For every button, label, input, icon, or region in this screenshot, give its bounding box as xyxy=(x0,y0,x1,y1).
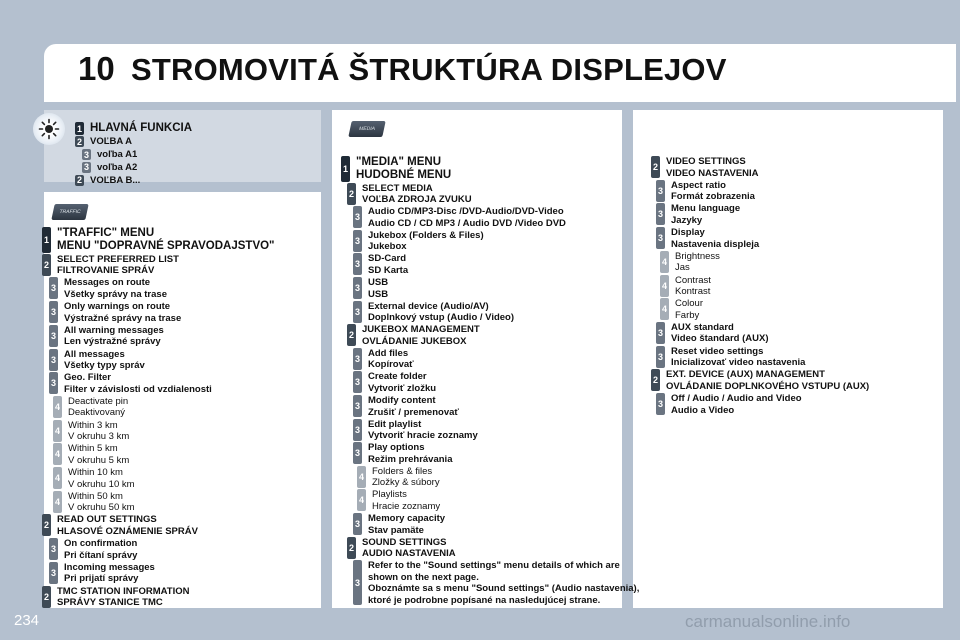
menu-item-line: Len výstražné správy xyxy=(64,336,161,348)
menu-item-line: OVLÁDANIE JUKEBOX xyxy=(362,335,467,347)
menu-item-line: Vytvoriť zložku xyxy=(368,382,437,394)
menu-item-line: Display xyxy=(671,227,705,239)
menu-item-line: HLASOVÉ OZNÁMENIE SPRÁV xyxy=(57,525,198,537)
menu-item-line: Off / Audio / Audio and Video xyxy=(671,393,802,404)
menu-item-line: SELECT MEDIA xyxy=(362,182,433,194)
level-badge: 4 xyxy=(53,396,62,418)
level-badge: 3 xyxy=(656,346,665,368)
menu-item-text xyxy=(57,254,179,277)
menu-item-level-3 xyxy=(353,442,452,465)
level-badge: 3 xyxy=(83,149,89,160)
menu-item-line: V okruhu 3 km xyxy=(68,431,130,443)
menu-item-line: Jas xyxy=(675,262,690,274)
level-badge: 3 xyxy=(49,277,58,299)
menu-item-line: Incoming messages xyxy=(64,561,155,573)
menu-item-line: USB xyxy=(368,277,389,288)
menu-item-level-1 xyxy=(42,227,275,253)
menu-item-level-3 xyxy=(353,301,514,324)
level-badge: 3 xyxy=(656,227,665,249)
menu-item-line: FILTROVANIE SPRÁV xyxy=(57,265,155,277)
menu-item-level-1 xyxy=(341,156,451,182)
menu-item-text xyxy=(368,277,388,300)
menu-item-text xyxy=(671,322,768,345)
menu-item-text xyxy=(57,586,189,609)
menu-item-line: OVLÁDANIE DOPLNKOVÉHO VSTUPU (AUX) xyxy=(666,380,870,392)
menu-item-level-3 xyxy=(656,180,755,203)
menu-item-line: shown on the next page. xyxy=(368,571,479,583)
menu-item-line: Režim prehrávania xyxy=(368,453,453,465)
menu-item-line: Deactivate pin xyxy=(68,395,129,407)
level-badge: 4 xyxy=(53,420,62,442)
menu-item-level-4 xyxy=(53,396,128,419)
menu-item-line: AUDIO NASTAVENIA xyxy=(362,548,456,560)
menu-item-line: Zrušiť / premenovať xyxy=(368,406,459,418)
level-badge: 3 xyxy=(49,562,58,584)
menu-item-level-4 xyxy=(357,466,440,489)
menu-item-level-3 xyxy=(353,371,436,394)
menu-item-line: Add files xyxy=(368,347,409,359)
menu-item-text xyxy=(368,301,514,324)
menu-item-level-3 xyxy=(656,322,768,345)
menu-item-line: EXT. DEVICE (AUX) MANAGEMENT xyxy=(666,369,825,381)
level-badge: 3 xyxy=(353,230,362,252)
menu-item-level-3 xyxy=(353,395,459,418)
menu-item-line: Play options xyxy=(368,442,425,454)
menu-item-line: Only warnings on route xyxy=(64,301,171,313)
menu-item-line: Nastavenia displeja xyxy=(671,238,760,250)
menu-item-line: Oboznámte sa s menu "Sound settings" (Audio nastavenia), xyxy=(368,583,640,595)
menu-item-text xyxy=(64,349,145,372)
level-badge: 2 xyxy=(651,156,660,178)
level-badge: 3 xyxy=(353,301,362,323)
menu-item-text xyxy=(356,156,451,182)
menu-item-line: VIDEO SETTINGS xyxy=(666,156,746,167)
menu-item-line: Hracie zoznamy xyxy=(372,500,441,512)
menu-item-text xyxy=(362,324,480,347)
menu-item-level-4 xyxy=(357,489,440,512)
menu-item-line: All messages xyxy=(64,348,125,360)
menu-item-text xyxy=(368,348,414,371)
media-button[interactable]: MEDIA xyxy=(348,121,385,137)
level-badge: 2 xyxy=(76,136,82,147)
menu-item-line: VIDEO NASTAVENIA xyxy=(666,167,759,179)
menu-item-text xyxy=(368,513,445,536)
menu-item-text xyxy=(68,443,129,466)
menu-item-text xyxy=(372,489,440,512)
menu-item-line: Jazyky xyxy=(671,214,703,226)
menu-item-text xyxy=(671,346,805,369)
menu-item-line: Messages on route xyxy=(64,277,151,289)
menu-item-level-3 xyxy=(656,227,759,250)
menu-item-text xyxy=(64,372,212,395)
menu-item-line: Within 3 km xyxy=(68,419,118,431)
level-badge: 3 xyxy=(353,206,362,228)
menu-item-text xyxy=(57,514,198,537)
menu-item-text xyxy=(57,227,275,253)
menu-item-level-4 xyxy=(660,275,711,298)
menu-item-line: External device (Audio/AV) xyxy=(368,300,489,312)
menu-item-line: Refer to the "Sound settings" menu details of which are xyxy=(368,560,620,572)
level-badge: 3 xyxy=(49,301,58,323)
menu-item-line: Within 50 km xyxy=(68,490,123,502)
menu-item-text xyxy=(671,203,740,226)
menu-item-line: Reset video settings xyxy=(671,345,764,357)
menu-item-level-4 xyxy=(660,298,703,321)
menu-item-text xyxy=(368,206,566,229)
menu-item-level-4 xyxy=(53,467,135,490)
menu-item-line: Formát zobrazenia xyxy=(671,191,755,203)
menu-item-line: "MEDIA" MENU xyxy=(356,156,442,168)
menu-item-text xyxy=(64,277,167,300)
menu-item-line: On confirmation xyxy=(64,538,138,550)
level-badge: 3 xyxy=(353,442,362,464)
level-badge: 2 xyxy=(651,369,660,391)
menu-item-text xyxy=(368,371,436,394)
menu-item-line: SD Karta xyxy=(368,264,409,276)
menu-item-level-3 xyxy=(353,277,388,300)
menu-item-level-4 xyxy=(53,491,135,514)
menu-item-text xyxy=(675,251,720,274)
level-badge: 4 xyxy=(660,298,669,320)
level-badge: 2 xyxy=(347,537,356,559)
menu-item-line: Pri čítaní správy xyxy=(64,549,138,561)
menu-item-line: Within 5 km xyxy=(68,443,118,455)
menu-item-line: Playlists xyxy=(372,489,407,501)
menu-item-line: Inicializovať video nastavenia xyxy=(671,357,806,369)
menu-item-line: ktoré je podrobne popísané na nasledujúcej strane. xyxy=(368,594,601,606)
menu-item-level-1 xyxy=(75,122,192,135)
menu-item-line: Jukebox xyxy=(368,241,407,253)
menu-item-line: Vytvoriť hracie zoznamy xyxy=(368,430,478,442)
level-badge: 3 xyxy=(49,325,58,347)
menu-item-level-2 xyxy=(75,136,132,148)
menu-item-line: Všetky typy správ xyxy=(64,360,145,371)
menu-item-level-3 xyxy=(353,253,408,276)
menu-item-text xyxy=(671,180,755,203)
menu-item-level-3 xyxy=(353,560,639,606)
menu-item-text xyxy=(368,395,459,418)
menu-item-line: Audio CD / CD MP3 / Audio DVD /Video DVD xyxy=(368,217,566,229)
menu-item-level-3 xyxy=(49,562,155,585)
menu-item-line: AUX standard xyxy=(671,321,734,333)
menu-item-text xyxy=(97,149,137,161)
menu-item-text xyxy=(368,230,484,253)
menu-item-line: SELECT PREFERRED LIST xyxy=(57,253,179,265)
menu-item-text xyxy=(90,175,140,187)
menu-item-line: Aspect ratio xyxy=(671,179,726,191)
menu-item-line: Audio CD/MP3-Disc /DVD-Audio/DVD-Video xyxy=(368,206,564,218)
menu-item-line: Stav pamäte xyxy=(368,524,424,536)
menu-item-text xyxy=(64,325,164,348)
menu-item-line: READ OUT SETTINGS xyxy=(57,514,157,526)
level-badge: 3 xyxy=(656,180,665,202)
sun-icon xyxy=(33,113,65,145)
menu-item-level-2 xyxy=(75,175,140,187)
menu-item-line: VOĽBA B... xyxy=(90,174,141,186)
menu-item-text xyxy=(368,442,452,465)
menu-item-line: VOĽBA A xyxy=(90,136,133,148)
level-badge: 3 xyxy=(656,203,665,225)
menu-item-level-3 xyxy=(353,206,566,229)
menu-item-level-3 xyxy=(49,372,212,395)
menu-item-level-2 xyxy=(42,254,179,277)
menu-item-text xyxy=(68,396,128,419)
page-number: 234 xyxy=(14,612,40,629)
menu-item-text xyxy=(90,136,132,148)
menu-item-line: Contrast xyxy=(675,274,711,286)
menu-item-line: voľba A2 xyxy=(97,161,138,173)
level-badge: 3 xyxy=(49,538,58,560)
level-badge: 4 xyxy=(357,466,366,488)
menu-item-level-2 xyxy=(651,156,759,179)
menu-item-level-2 xyxy=(42,586,189,609)
menu-item-text xyxy=(90,122,192,135)
menu-item-line: Modify content xyxy=(368,395,436,406)
menu-item-level-2 xyxy=(347,183,472,206)
menu-item-level-3 xyxy=(353,419,478,442)
menu-item-text xyxy=(68,491,135,514)
menu-item-level-2 xyxy=(347,324,480,347)
menu-item-line: V okruhu 10 km xyxy=(68,478,135,490)
menu-item-text xyxy=(368,560,639,606)
menu-item-line: Jukebox (Folders & Files) xyxy=(368,229,484,241)
menu-item-text xyxy=(675,275,711,298)
level-badge: 3 xyxy=(353,395,362,417)
menu-item-line: SOUND SETTINGS xyxy=(362,536,447,548)
menu-item-text xyxy=(68,467,135,490)
menu-item-level-3 xyxy=(353,230,484,253)
level-badge: 2 xyxy=(347,324,356,346)
page-title: STROMOVITÁ ŠTRUKTÚRA DISPLEJOV xyxy=(131,52,727,87)
menu-item-line: SD-Card xyxy=(368,253,407,265)
level-badge: 4 xyxy=(660,251,669,273)
level-badge: 3 xyxy=(353,348,362,370)
level-badge: 3 xyxy=(353,371,362,393)
menu-item-line: TMC STATION INFORMATION xyxy=(57,585,190,597)
menu-item-line: Audio a Video xyxy=(671,404,735,416)
menu-item-level-3 xyxy=(82,149,137,161)
menu-item-line: All warning messages xyxy=(64,324,164,336)
menu-item-level-3 xyxy=(49,325,164,348)
level-badge: 4 xyxy=(357,489,366,511)
level-badge: 3 xyxy=(353,419,362,441)
menu-item-level-3 xyxy=(49,277,167,300)
menu-item-level-2 xyxy=(347,537,456,560)
level-badge: 3 xyxy=(353,253,362,275)
menu-item-text xyxy=(68,420,129,443)
menu-item-level-4 xyxy=(53,420,129,443)
level-badge: 4 xyxy=(660,275,669,297)
menu-item-line: Folders & files xyxy=(372,465,433,477)
menu-item-line: Brightness xyxy=(675,250,720,262)
level-badge: 2 xyxy=(42,254,51,276)
menu-item-text xyxy=(97,162,137,174)
menu-item-level-3 xyxy=(656,203,740,226)
menu-item-level-2 xyxy=(42,514,198,537)
menu-item-line: Všetky správy na trase xyxy=(64,288,167,300)
level-badge: 2 xyxy=(42,586,51,608)
level-badge: 1 xyxy=(42,227,51,253)
menu-item-level-4 xyxy=(660,251,720,274)
menu-item-text xyxy=(368,253,408,276)
menu-item-line: Doplnkový vstup (Audio / Video) xyxy=(368,312,515,324)
menu-item-line: Geo. Filter xyxy=(64,372,111,384)
menu-item-line: Within 10 km xyxy=(68,467,123,478)
menu-item-line: V okruhu 5 km xyxy=(68,454,130,466)
menu-item-line: Farby xyxy=(675,309,700,321)
menu-item-text xyxy=(362,183,472,206)
menu-item-text xyxy=(368,419,478,442)
menu-item-line: V okruhu 50 km xyxy=(68,502,135,514)
level-badge: 4 xyxy=(53,491,62,513)
menu-item-level-3 xyxy=(49,349,145,372)
menu-item-line: Deaktivovaný xyxy=(68,407,126,419)
menu-item-line: Video štandard (AUX) xyxy=(671,333,769,345)
chapter-number: 10 xyxy=(78,50,115,87)
menu-item-line: SPRÁVY STANICE TMC xyxy=(57,597,163,608)
level-badge: 2 xyxy=(76,175,82,186)
level-badge: 3 xyxy=(49,372,58,394)
menu-item-text xyxy=(675,298,703,321)
menu-item-level-3 xyxy=(82,162,137,174)
menu-item-level-3 xyxy=(656,346,805,369)
menu-item-line: Kontrast xyxy=(675,286,711,297)
menu-item-level-3 xyxy=(49,301,181,324)
menu-item-line: MENU "DOPRAVNÉ SPRAVODAJSTVO" xyxy=(57,240,275,252)
menu-item-line: Menu language xyxy=(671,203,741,215)
level-badge: 3 xyxy=(353,560,362,605)
menu-item-text xyxy=(666,369,869,392)
menu-item-level-3 xyxy=(353,348,414,371)
menu-item-line: Edit playlist xyxy=(368,418,422,430)
menu-item-text xyxy=(671,227,759,250)
menu-item-line: USB xyxy=(368,288,389,300)
level-badge: 3 xyxy=(353,513,362,535)
menu-item-level-3 xyxy=(353,513,445,536)
level-badge: 3 xyxy=(83,162,89,173)
level-badge: 3 xyxy=(656,393,665,415)
menu-item-line: JUKEBOX MANAGEMENT xyxy=(362,324,480,336)
menu-item-line: Memory capacity xyxy=(368,513,446,524)
menu-item-line: Pri prijatí správy xyxy=(64,573,139,585)
menu-item-line: voľba A1 xyxy=(97,149,138,161)
menu-item-level-2 xyxy=(651,369,869,392)
menu-item-line: Create folder xyxy=(368,371,427,383)
menu-item-text xyxy=(64,562,155,585)
level-badge: 1 xyxy=(341,156,350,182)
menu-item-line: Colour xyxy=(675,298,703,310)
menu-item-text xyxy=(666,156,759,179)
menu-item-text xyxy=(372,466,440,489)
menu-item-line: Výstražné správy na trase xyxy=(64,312,182,324)
level-badge: 3 xyxy=(353,277,362,299)
menu-item-text xyxy=(64,538,137,561)
menu-item-line: "TRAFFIC" MENU xyxy=(57,227,155,239)
menu-item-level-4 xyxy=(53,443,129,466)
menu-item-line: Kopírovať xyxy=(368,359,414,371)
menu-item-text xyxy=(64,301,181,324)
menu-item-line: HUDOBNÉ MENU xyxy=(356,169,452,181)
menu-item-text xyxy=(362,537,456,560)
menu-item-level-3 xyxy=(656,393,802,416)
level-badge: 1 xyxy=(76,123,82,134)
level-badge: 2 xyxy=(347,183,356,205)
menu-item-line: Filter v závislosti od vzdialenosti xyxy=(64,383,212,395)
menu-item-text xyxy=(671,393,802,416)
menu-item-level-3 xyxy=(49,538,137,561)
menu-item-line: Zložky & súbory xyxy=(372,477,440,489)
menu-item-line: HLAVNÁ FUNKCIA xyxy=(90,122,193,134)
level-badge: 4 xyxy=(53,443,62,465)
traffic-button[interactable]: TRAFFIC xyxy=(51,204,88,220)
level-badge: 4 xyxy=(53,467,62,489)
menu-item-line: VOĽBA ZDROJA ZVUKU xyxy=(362,194,472,206)
level-badge: 3 xyxy=(49,349,58,371)
level-badge: 3 xyxy=(656,322,665,344)
level-badge: 2 xyxy=(42,514,51,536)
watermark: carmanualsonline.info xyxy=(685,612,851,631)
